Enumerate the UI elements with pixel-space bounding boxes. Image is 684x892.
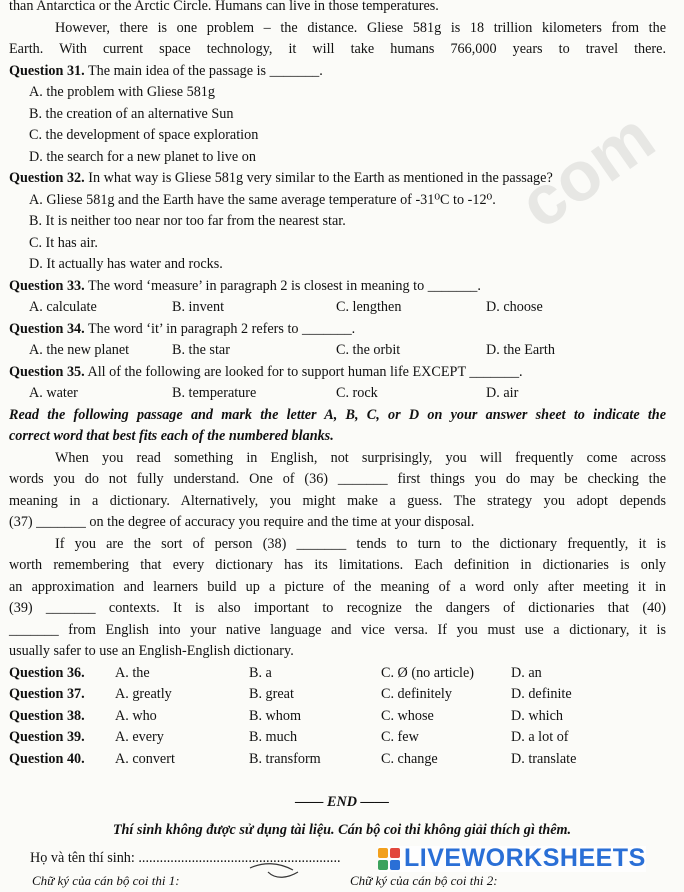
passage-line: When you read something in English, not surprisingly, you will frequently come across [55,449,666,466]
option[interactable]: A. the [115,664,150,681]
question-text: All of the following are looked for to support human life EXCEPT _______. [87,363,523,380]
option[interactable]: A. water [29,385,78,401]
question-text: The main idea of the passage is _______. [87,62,323,79]
question-label: Question 34. [9,320,85,337]
question-label: Question 36. [9,664,85,681]
option[interactable]: D. translate [511,750,577,767]
question-31 [0,61,684,83]
candidate-name-line: Họ và tên thí sinh: ......................................................... [30,850,341,866]
exam-note: Thí sinh không được sử dụng tài liệu. Cán bộ coi thi không giải thích gì thêm. [112,821,572,838]
question-label: Question 39. [9,729,85,745]
option[interactable]: B. great [249,686,294,702]
option[interactable]: A. the problem with Gliese 581g [29,84,215,100]
passage-line: an approximation and learners build up a picture of the meaning of a word only after meeting it in [9,578,666,595]
option[interactable]: B. the star [172,342,230,358]
instruction: Read the following passage and mark the letter A, B, C, or D on your answer sheet to indicate the [9,406,666,423]
liveworksheets-grid-icon [378,848,400,870]
option[interactable]: B. much [249,729,298,745]
option-row [0,340,684,362]
option[interactable]: C. few [381,729,419,745]
option[interactable]: B. whom [249,707,302,724]
question-label: Question 32. [9,170,85,186]
end-marker: —— END —— [295,794,389,810]
option[interactable]: B. the creation of an alternative Sun [29,105,234,122]
question-35 [0,362,684,384]
passage-line: worth remembering that every dictionary has its limitations. Each definition in dictionaries is only [9,557,666,573]
option[interactable]: A. every [115,729,164,745]
option[interactable]: A. Gliese 581g and the Earth have the same average temperature of -31⁰C to -12⁰. [29,191,496,208]
option[interactable]: A. convert [115,750,175,767]
option[interactable]: D. the search for a new planet to live on [29,148,256,165]
answer-row-37 [0,684,684,706]
option[interactable]: D. It actually has water and rocks. [29,256,223,272]
question-33 [0,276,684,298]
passage-line: _______ from English into your native language and vice versa. If you must use a dictionary, it is [9,621,666,638]
passage-line: words you do not fully understand. One of (36) _______ first things you do may be checking the [9,471,666,487]
option[interactable]: A. who [115,707,157,724]
brand-text: LIVEWORKSHEETS [404,844,646,873]
question-text: In what way is Gliese 581g very similar to the Earth as mentioned in the passage? [88,170,553,186]
option[interactable]: B. It is neither too near nor too far from the nearest star. [29,213,346,229]
liveworksheets-logo[interactable] [378,846,646,872]
supervisor-1-signature: Chữ ký của cán bộ coi thi 1: [32,873,180,888]
passage-line: usually safer to use an English-English dictionary. [9,643,294,659]
supervisor-2-signature: Chữ ký của cán bộ coi thi 2: [350,873,498,888]
question-text: The word ‘it’ in paragraph 2 refers to _______. [87,320,356,337]
question-32 [0,168,684,190]
option[interactable]: A. the new planet [29,342,130,358]
option[interactable]: C. the development of space exploration [29,127,259,143]
signature-scribble-icon [248,860,308,882]
option[interactable]: D. definite [511,686,572,702]
option[interactable]: C. change [381,750,438,767]
question-34 [0,319,684,341]
question-label: Question 40. [9,750,85,767]
passage-line: (39) _______ contexts. It is also important to recognize the dangers of dictionaries that (40) [9,600,666,616]
question-text: The word ‘measure’ in paragraph 2 is closest in meaning to _______. [87,277,481,294]
option[interactable]: D. choose [486,299,543,315]
intro-line: However, there is one problem – the distance. Gliese 581g is 18 trillion kilometers from the [55,19,666,36]
passage-line: meaning in a dictionary. Alternatively, you might make a guess. The strategy you adopt depends [9,492,666,509]
option[interactable]: C. definitely [381,686,452,702]
option[interactable]: D. which [511,707,564,724]
option[interactable]: D. a lot of [511,729,569,745]
option[interactable]: D. air [486,385,519,401]
option[interactable]: C. lengthen [336,299,402,315]
question-label: Question 37. [9,686,85,702]
passage-line: (37) _______ on the degree of accuracy you require and the time at your disposal. [9,514,475,530]
option[interactable]: C. whose [381,707,434,724]
option[interactable]: C. the orbit [336,342,401,358]
question-label: Question 33. [9,277,85,294]
option-row [0,297,684,319]
option[interactable]: B. a [249,664,272,681]
option[interactable]: B. temperature [172,385,257,401]
answer-row-40 [0,749,684,771]
option[interactable]: C. rock [336,385,378,401]
option[interactable]: A. greatly [115,686,172,702]
answer-row-38 [0,706,684,728]
intro-line: Earth. With current space technology, it will take humans 766,000 years to travel there. [9,41,666,57]
question-label: Question 38. [9,707,85,724]
instruction: correct word that best fits each of the numbered blanks. [9,428,334,444]
option[interactable]: B. transform [249,750,321,767]
question-label: Question 31. [9,62,85,79]
option[interactable]: D. an [511,664,542,681]
passage-line: If you are the sort of person (38) _______ tends to turn to the dictionary frequently, it is [55,535,666,552]
answer-row-39 [0,727,684,749]
watermark: com [505,96,668,244]
question-label: Question 35. [9,363,85,380]
option[interactable]: A. calculate [29,299,97,315]
option[interactable]: B. invent [172,299,225,315]
option[interactable]: D. the Earth [486,342,555,358]
option[interactable]: C. Ø (no article) [381,664,474,681]
answer-row-36 [0,663,684,685]
intro-line: than Antarctica or the Arctic Circle. Humans can live in those temperatures. [9,0,439,14]
option[interactable]: C. It has air. [29,234,98,251]
option-row [0,383,684,405]
